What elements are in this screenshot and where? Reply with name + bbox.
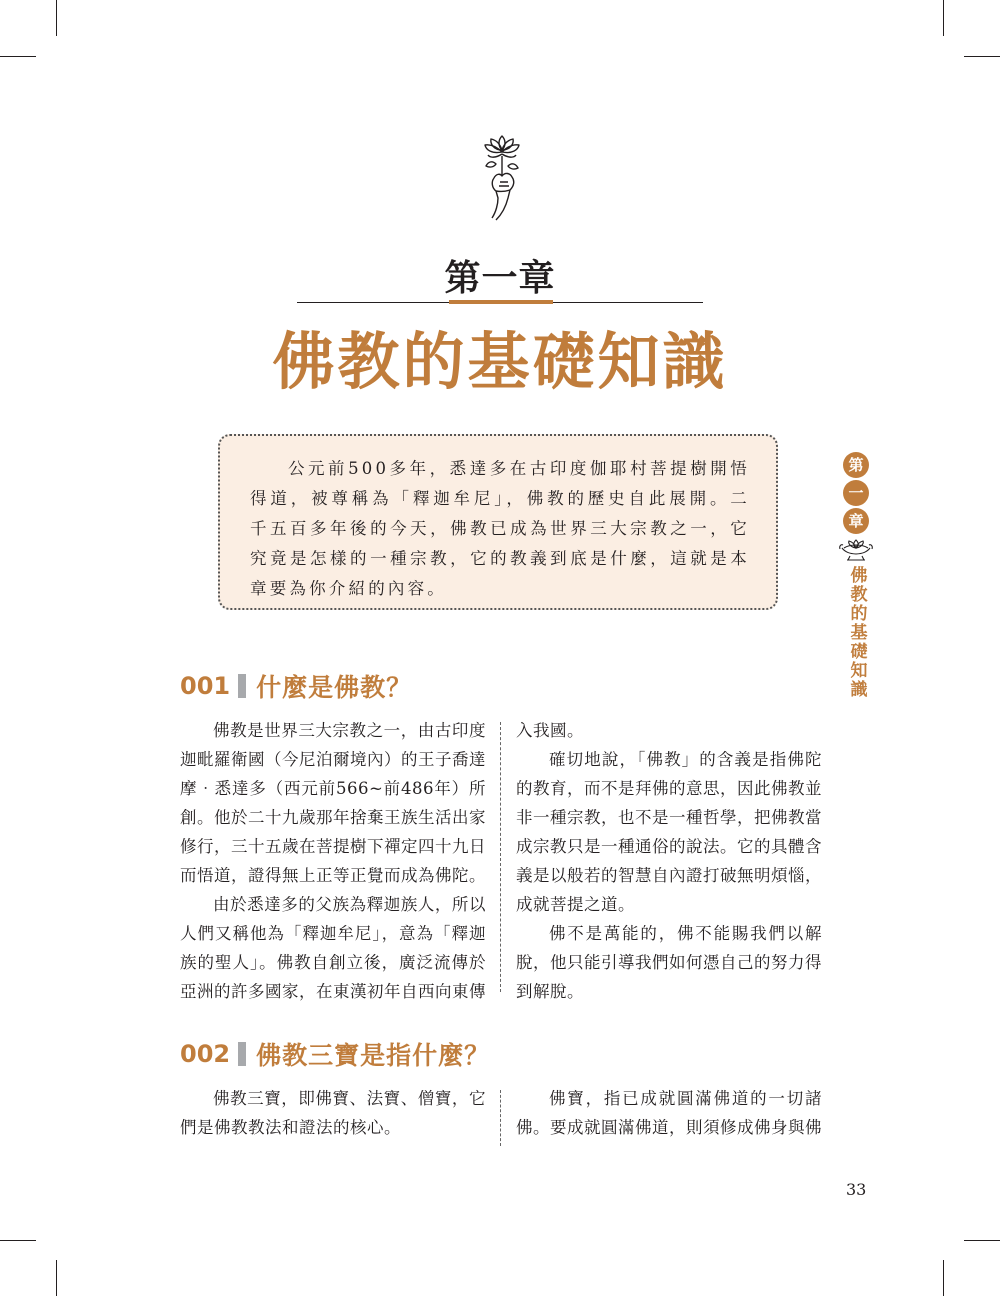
paragraph: 由於悉達多的父族為釋迦族人，所以人們又稱他為「釋迦牟尼」，意為「釋迦族的聖人」。佛教自創立後，廣泛流傳於亞洲的許多國家，在東漢初年自西向東傳 [180, 895, 486, 1001]
section-heading [180, 666, 412, 706]
paragraph: 佛教三寶，即佛寶、法寶、僧寶，它們是佛教教法和證法的核心。 [180, 1089, 486, 1137]
lotus-hand-icon [472, 128, 532, 224]
section-number: 001 [180, 672, 231, 700]
side-tab-char: 章 [843, 508, 869, 534]
column-divider [500, 1090, 501, 1146]
chapter-title: 佛教的基礎知識 [272, 325, 728, 398]
section-title: 什麼是佛教？ [256, 673, 413, 702]
crop-mark [964, 56, 1000, 57]
section-left-column [180, 1084, 486, 1142]
section-marker-bar [238, 1042, 246, 1066]
section-title: 佛教三寶是指什麼？ [256, 1041, 491, 1070]
side-tab-char: 一 [843, 480, 869, 506]
paragraph: 佛教是世界三大宗教之一，由古印度迦毗羅衛國（今尼泊爾境內）的王子喬達摩‧悉達多（西元前566~前486年）所創。他於二十九歲那年捨棄王族生活出家修行，三十五歲在菩提樹下禪定四十九日而悟道，證得無上正等正覺而成為佛陀。 [180, 721, 486, 885]
crop-mark [964, 1240, 1000, 1241]
section-right-column [516, 1084, 822, 1142]
crop-mark [943, 1260, 944, 1296]
paragraph: 佛寶，指已成就圓滿佛道的一切諸佛。要成就圓滿佛道，則須修成佛身與佛 [516, 1089, 822, 1137]
crop-mark [56, 0, 57, 36]
section-left-column [180, 716, 486, 1006]
section-heading [180, 1034, 490, 1074]
crop-mark [56, 1260, 57, 1296]
paragraph: 確切地說，「佛教」的含義是指佛陀的教育，而不是拜佛的意思，因此佛教並非一種宗教，也不是一種哲學，把佛教當成宗教只是一種通俗的說法。它的具體含義是以般若的智慧自內證打破無明煩惱，成就菩提之道。 [516, 750, 822, 914]
section-right-column [516, 716, 822, 1006]
intro-text: 公元前500多年，悉達多在古印度伽耶村菩提樹開悟得道，被尊稱為「釋迦牟尼」，佛教的歷史自此展開。二千五百多年後的今天，佛教已成為世界三大宗教之一，它究竟是怎樣的一種宗教，它的教義到底是什麼，這就是本章要為你介紹的內容。 [250, 459, 750, 598]
page-number: 33 [846, 1180, 867, 1199]
side-tab-title: 佛教的基礎知識 [846, 566, 867, 699]
paragraph: 佛不是萬能的，佛不能賜我們以解脫，他只能引導我們如何憑自己的努力得到解脫。 [516, 924, 822, 1001]
title-rule-accent [449, 300, 553, 304]
crop-mark [0, 56, 36, 57]
section-number: 002 [180, 1040, 231, 1068]
crop-mark [943, 0, 944, 36]
chapter-label: 第一章 [444, 258, 556, 299]
lotus-bowl-icon [838, 536, 874, 562]
intro-box [218, 434, 778, 610]
chapter-side-tab [836, 452, 876, 699]
crop-mark [0, 1240, 36, 1241]
paragraph-continuation: 入我國。 [516, 721, 584, 740]
column-divider [500, 722, 501, 992]
side-tab-char: 第 [843, 452, 869, 478]
section-marker-bar [238, 674, 246, 698]
